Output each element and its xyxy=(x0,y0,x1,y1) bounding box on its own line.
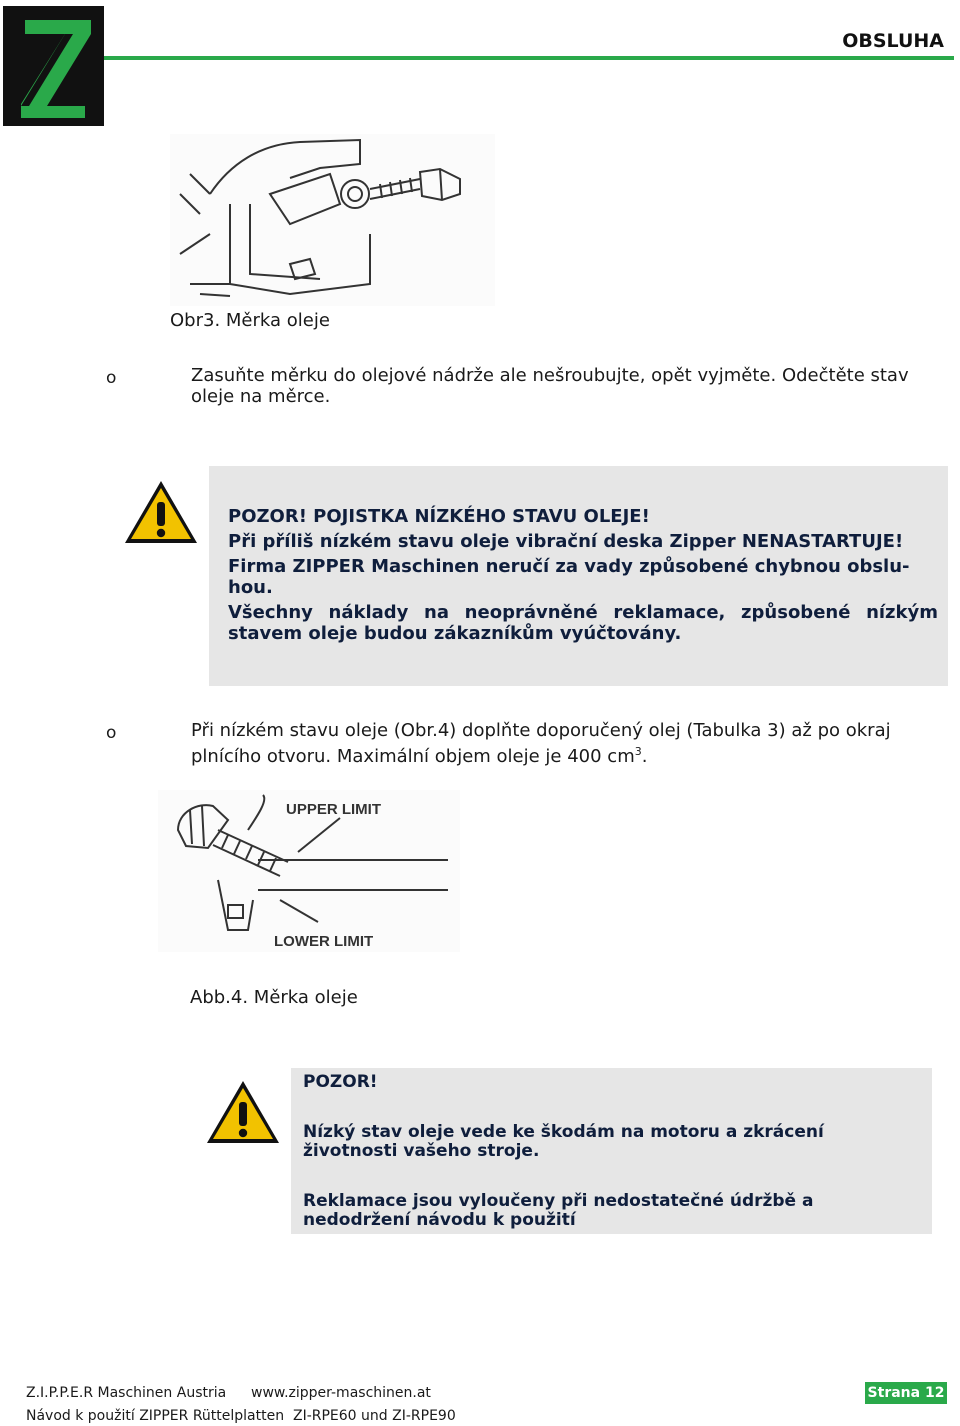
warning1-line4: hou. xyxy=(228,577,273,598)
warning2-para2: Reklamace jsou vyloučeny při nedostatečné údržbě a nedodržení návodu k použití xyxy=(303,1191,814,1230)
step2-line1: Při nízkém stavu oleje (Obr.4) doplňte doporučený olej (Tabulka 3) až po okraj xyxy=(191,720,891,741)
bullet-marker: o xyxy=(106,723,117,743)
warning1-line2: Při příliš nízkém stavu oleje vibrační deska Zipper NENASTARTUJE! xyxy=(228,531,904,552)
step1-line2: oleje na měrce. xyxy=(191,386,331,407)
zipper-logo-icon xyxy=(3,6,104,126)
footer-website-link[interactable]: www.zipper-maschinen.at xyxy=(251,1385,431,1401)
oil-level-diagram xyxy=(158,790,460,952)
zipper-logo xyxy=(3,6,104,126)
page-number-badge: Strana 12 xyxy=(865,1382,947,1404)
figure-oil-level-limits xyxy=(158,790,460,952)
warning1-line3: Firma ZIPPER Maschinen neručí za vady způsobené chybnou obslu- xyxy=(228,556,910,577)
step2-line2-end: . xyxy=(641,746,648,767)
warning2-para1: Nízký stav oleje vede ke škodám na motoru a zkrácení životnosti vašeho stroje. xyxy=(303,1122,824,1161)
step2-text xyxy=(191,720,951,767)
warning-triangle-icon xyxy=(122,478,200,546)
figure3-caption: Obr3. Měrka oleje xyxy=(170,310,330,331)
header-rule xyxy=(104,56,954,60)
warning-box-low-oil xyxy=(209,466,948,686)
section-title: OBSLUHA xyxy=(842,30,944,52)
warning1-title: POZOR! POJISTKA NÍZKÉHO STAVU OLEJE! xyxy=(228,506,650,527)
superscript-3: 3 xyxy=(634,745,642,758)
step1-line1: Zasuňte měrku do olejové nádrže ale nešroubujte, opět vyjměte. Odečtěte stav xyxy=(191,365,909,386)
warning1-line5: Všechny náklady na neoprávněné reklamace, způsobené nízkým stavem oleje budou zákazníkům vyúčtovány. xyxy=(228,602,938,644)
dipstick-engine-illustration xyxy=(170,134,495,306)
figure-dipstick-engine xyxy=(170,134,495,306)
warning-box-maintenance xyxy=(291,1068,932,1234)
step2-line2-text: plnícího otvoru. Maximální objem oleje je 400 cm xyxy=(191,746,635,767)
step2-line2 xyxy=(191,741,951,767)
lower-limit-label: LOWER LIMIT xyxy=(274,933,374,950)
figure4-caption: Abb.4. Měrka oleje xyxy=(190,987,358,1008)
upper-limit-label: UPPER LIMIT xyxy=(286,801,382,818)
footer-manual-title: Návod k použití ZIPPER Rüttelplatten ZI-RPE60 und ZI-RPE90 xyxy=(26,1408,456,1424)
bullet-marker: o xyxy=(106,368,117,388)
step1-text xyxy=(191,365,951,407)
footer-company: Z.I.P.P.E.R Maschinen Austria xyxy=(26,1385,227,1401)
warning2-title: POZOR! xyxy=(303,1072,378,1092)
warning-triangle-icon xyxy=(204,1078,282,1146)
